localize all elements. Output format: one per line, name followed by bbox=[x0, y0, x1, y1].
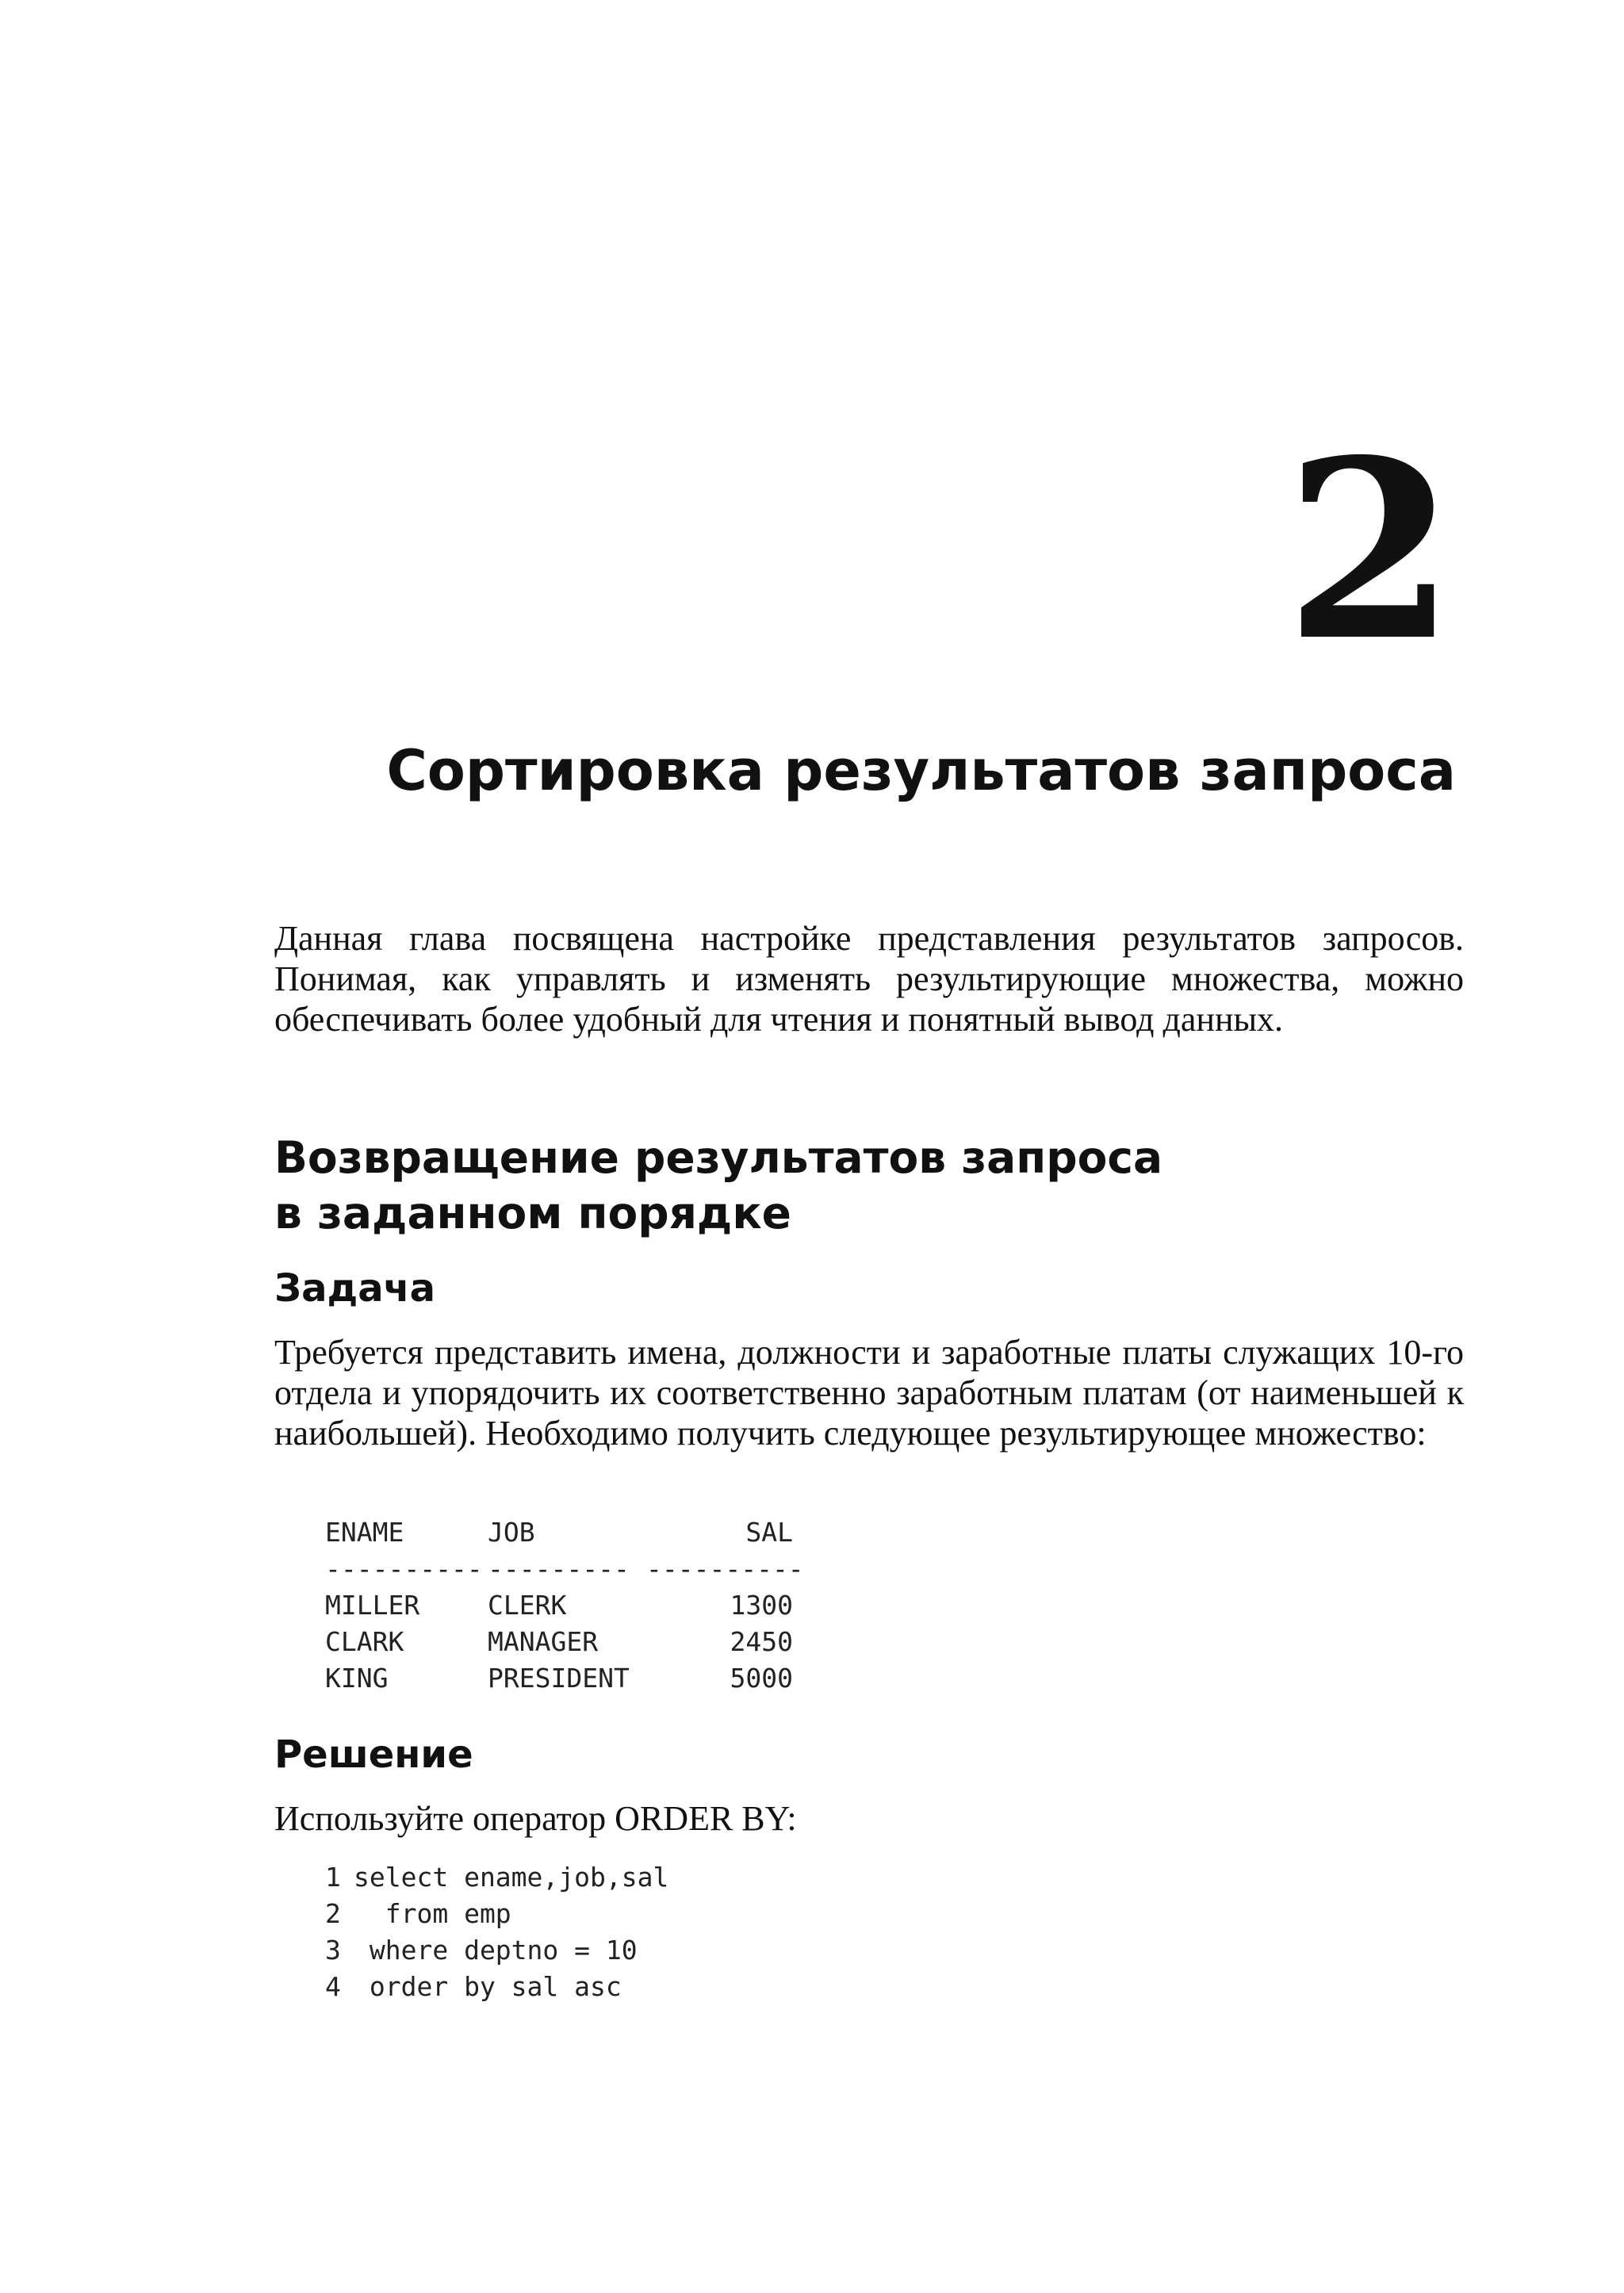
line-number: 4 bbox=[325, 1971, 341, 2002]
table-header-row bbox=[325, 1514, 793, 1551]
chapter-title: Сортировка результатов запроса bbox=[386, 738, 1456, 803]
problem-paragraph: Требуется представить имена, должности и заработные платы служащих 10-го отдела и упорядочить их соответственно заработным платам (от наименьшей к наибольшей). Необходимо получить следующее результирующее множество: bbox=[274, 1333, 1464, 1453]
table-separator-row bbox=[325, 1551, 804, 1587]
separator: ---------- bbox=[325, 1553, 483, 1584]
separator: ---------- bbox=[646, 1553, 804, 1584]
table-row bbox=[325, 1624, 793, 1660]
result-table bbox=[325, 1514, 804, 1697]
line-number: 3 bbox=[325, 1935, 341, 1966]
table-cell: KING bbox=[325, 1663, 389, 1694]
table-row bbox=[325, 1660, 793, 1697]
solution-paragraph: Используйте оператор ORDER BY: bbox=[274, 1799, 797, 1838]
problem-heading: Задача bbox=[274, 1266, 435, 1311]
separator: --------- bbox=[488, 1553, 630, 1584]
code-text: select ename,job,sal bbox=[354, 1862, 669, 1893]
code-line bbox=[325, 1859, 668, 1896]
table-row bbox=[325, 1587, 793, 1624]
column-header: JOB bbox=[488, 1517, 535, 1548]
line-number: 1 bbox=[325, 1862, 341, 1893]
table-cell: CLERK bbox=[488, 1590, 567, 1621]
chapter-number: 2 bbox=[1285, 407, 1456, 695]
section-title-line-2: в заданном порядке bbox=[274, 1188, 791, 1238]
column-header: SAL bbox=[745, 1517, 793, 1548]
table-cell: MANAGER bbox=[488, 1626, 599, 1657]
line-number: 2 bbox=[325, 1898, 341, 1929]
table-cell: 2450 bbox=[730, 1626, 793, 1657]
table-cell: 1300 bbox=[730, 1590, 793, 1621]
code-line bbox=[325, 1932, 668, 1969]
solution-heading: Решение bbox=[274, 1732, 473, 1777]
code-text: where deptno = 10 bbox=[354, 1935, 638, 1966]
code-text: from emp bbox=[354, 1898, 511, 1929]
intro-paragraph: Данная глава посвящена настройке представления результатов запросов. Понимая, как управлять и изменять результирующие множества, можно обеспечивать более удобный для чтения и понятный вывод данных. bbox=[274, 919, 1464, 1039]
table-cell: MILLER bbox=[325, 1590, 420, 1621]
code-text: order by sal asc bbox=[354, 1971, 622, 2002]
table-cell: PRESIDENT bbox=[488, 1663, 630, 1694]
section-title bbox=[274, 1130, 1162, 1241]
table-cell: CLARK bbox=[325, 1626, 404, 1657]
table-cell: 5000 bbox=[730, 1663, 793, 1694]
section-title-line-1: Возвращение результатов запроса bbox=[274, 1132, 1163, 1183]
code-line bbox=[325, 1896, 668, 1932]
column-header: ENAME bbox=[325, 1517, 404, 1548]
code-block bbox=[325, 1859, 668, 2005]
code-line bbox=[325, 1969, 668, 2005]
